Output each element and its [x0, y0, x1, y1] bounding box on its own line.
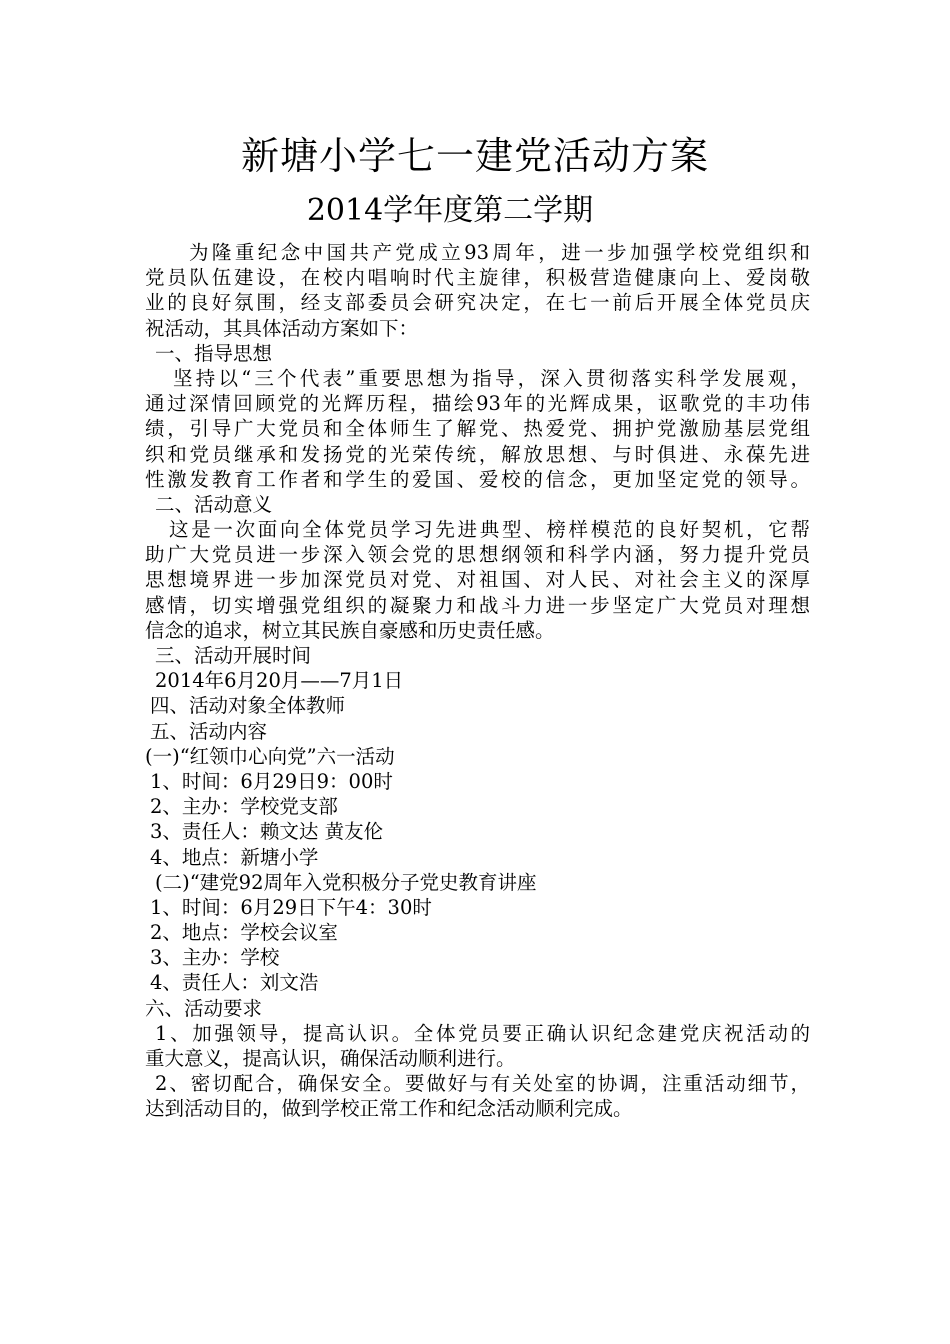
paragraph-line: 1、加强领导，提高认识。全体党员要正确认识纪念建党庆祝活动的 — [155, 1021, 810, 1045]
list-item: 2、地点：学校会议室 — [150, 921, 338, 945]
paragraph-line: 性激发教育工作者和学生的爱国、爱校的信念，更加坚定党的领导。 — [145, 467, 810, 491]
section-heading: 二、活动意义 — [155, 492, 273, 516]
subsection-heading: (二)“建党92周年入党积极分子党史教育讲座 — [155, 870, 537, 894]
paragraph-line: 信念的追求，树立其民族自豪感和历史责任感。 — [145, 618, 555, 642]
list-item: 3、责任人：赖文达 黄友伦 — [150, 820, 384, 844]
paragraph-line: 这是一次面向全体党员学习先进典型、榜样模范的良好契机，它帮 — [169, 518, 810, 542]
paragraph-line: 党员队伍建设，在校内唱响时代主旋律，积极营造健康向上、爱岗敬 — [145, 266, 810, 290]
paragraph-line: 坚持以“三个代表”重要思想为指导，深入贯彻落实科学发展观， — [173, 366, 810, 390]
paragraph-line: 祝活动，其具体活动方案如下： — [145, 316, 419, 340]
section-heading: 五、活动内容 — [150, 719, 268, 743]
paragraph-line: 达到活动目的，做到学校正常工作和纪念活动顺利完成。 — [145, 1097, 633, 1121]
section-heading: 一、指导思想 — [155, 341, 273, 365]
list-item: 4、地点：新塘小学 — [150, 845, 319, 869]
paragraph-line: 为隆重纪念中国共产党成立93周年，进一步加强学校党组织和 — [189, 241, 810, 264]
document-body — [145, 240, 810, 1122]
document-subtitle: 2014学年度第二学期 — [306, 193, 594, 228]
list-item: 4、责任人：刘文浩 — [150, 971, 319, 995]
list-item: 1、时间：6月29日9：00时 — [150, 769, 393, 793]
section-heading: 三、活动开展时间 — [155, 644, 312, 667]
paragraph-line: 绩，引导广大党员和全体师生了解党、热爱党、拥护党激励基层党组 — [145, 417, 810, 441]
list-item: 1、时间：6月29日下午4：30时 — [150, 895, 432, 919]
paragraph-line: 感情，切实增强党组织的凝聚力和战斗力进一步坚定广大党员对理想 — [145, 593, 810, 617]
paragraph-line: 通过深情回顾党的光辉历程，描绘93年的光辉成果，讴歌党的丰功伟 — [145, 392, 810, 416]
section-heading: 六、活动要求 — [145, 996, 263, 1020]
paragraph-line: 织和党员继承和发扬党的光荣传统，解放思想、与时俱进、永葆先进 — [145, 442, 810, 466]
paragraph-line: 思想境界进一步加深党员对党、对祖国、对人民、对社会主义的深厚 — [145, 568, 810, 592]
document-title: 新塘小学七一建党活动方案 — [240, 134, 709, 178]
subsection-heading: (一)“红领巾心向党”六一活动 — [145, 744, 395, 768]
paragraph-line: 助广大党员进一步深入领会党的思想纲领和科学内涵，努力提升党员 — [145, 543, 810, 567]
paragraph-line: 业的良好氛围，经支部委员会研究决定，在七一前后开展全体党员庆 — [145, 291, 810, 315]
list-item: 2、主办：学校党支部 — [150, 795, 338, 819]
paragraph-line: 重大意义，提高认识，确保活动顺利进行。 — [145, 1047, 516, 1070]
list-item: 3、主办：学校 — [150, 946, 280, 970]
activity-dates: 2014年6月20月——7月1日 — [155, 669, 404, 693]
section-heading: 四、活动对象全体教师 — [150, 694, 346, 718]
paragraph-line: 2、密切配合，确保安全。要做好与有关处室的协调，注重活动细节， — [155, 1072, 810, 1096]
